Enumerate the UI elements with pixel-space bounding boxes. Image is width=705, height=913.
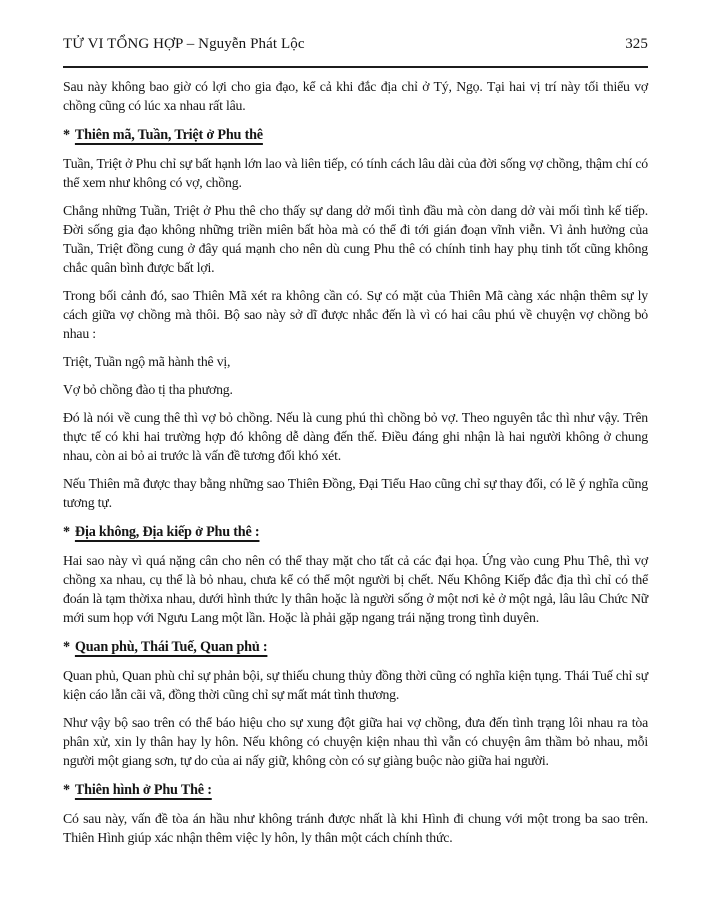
verse-line: Triệt, Tuần ngộ mã hành thê vị,: [63, 354, 231, 369]
book-title: TỬ VI TỔNG HỢP – Nguyễn Phát Lộc: [63, 36, 305, 52]
page-number: 325: [625, 36, 648, 52]
paragraph: Chẳng những Tuần, Triệt ở Phu thê cho thấy sự dang dở mối tình đầu mà còn dang dở vài mối tình kế tiếp. Đời sống gia đạo không những triền miên bất hòa mà có thể đi tới gián đoạn vĩnh viễn. Vì ảnh hưởng của Tuần, Triệt đồng cung ở đây quá mạnh cho nên dù cung Phu thê có chính tinh hay phụ tinh tốt cũng không chắc quân bình được bất lợi.: [63, 203, 648, 275]
paragraph: Hai sao này vì quá nặng cân cho nên có thể thay mặt cho tất cả các đại họa. Ứng vào cung Phu Thê, thì vợ chồng xa nhau, cụ thể là bỏ nhau, chưa kể có thể một người bị chết. Nếu Không Kiếp đắc địa thì chỉ có thể đoán là tạm thờixa nhau, dưới hình thức ly thân hoặc là người sống ở một nơi kẻ ở một ngả, lâu lâu Chức Nữ mới sum họp với Ngưu Lang một lần. Hoặc là phải gặp ngang trái nặng trong tình duyên.: [63, 553, 648, 625]
heading-marker: *: [63, 639, 70, 655]
section-heading-thien-hinh: [63, 781, 648, 800]
section-heading-thien-ma-tuan-triet: [63, 126, 648, 145]
heading-marker: *: [63, 524, 70, 540]
page-header: [63, 36, 648, 53]
page-body: [63, 77, 648, 847]
section-heading-quan-phu-thai-tue: [63, 638, 648, 657]
paragraph: Trong bối cảnh đó, sao Thiên Mã xét ra không cần có. Sự có mặt của Thiên Mã càng xác nhận thêm sự ly cách giữa vợ chồng mà thôi. Bộ sao này sở dĩ được nhắc đến là vì có hai câu phú về chuyện vợ chồng bỏ nhau :: [63, 288, 648, 341]
heading-text: Quan phù, Thái Tuế, Quan phủ :: [74, 639, 268, 655]
paragraph: Nếu Thiên mã được thay bằng những sao Thiên Đồng, Đại Tiểu Hao cũng chỉ sự thay đổi, có lẽ ý nghĩa cũng tương tự.: [63, 476, 648, 510]
section-heading-dia-khong-dia-kiep: [63, 523, 648, 542]
paragraph: Tuần, Triệt ở Phu chỉ sự bất hạnh lớn lao và liên tiếp, có tính cách lâu dài của đời sống vợ chồng, thậm chí có thể xem như không có vợ, chồng.: [63, 156, 648, 190]
header-divider: [63, 66, 648, 68]
heading-text: Địa không, Địa kiếp ở Phu thê :: [74, 524, 260, 540]
paragraph: Như vậy bộ sao trên có thể báo hiệu cho sự xung đột giữa hai vợ chồng, đưa đến tình trạng lôi nhau ra tòa phân xử, xin ly thân hay ly hôn. Nếu không có chuyện kiện nhau thì vẫn có chuyện âm thầm bỏ nhau, mỗi người một giang sơn, tự do của ai nấy giữ, không còn có sự giàng buộc nào giữa hai người.: [63, 715, 648, 768]
heading-text: Thiên hình ở Phu Thê :: [74, 782, 212, 798]
paragraph: Có sau này, vấn đề tòa án hầu như không tránh được nhất là khi Hình đi chung với một trong ba sao trên. Thiên Hình giúp xác nhận thêm việc ly hôn, ly thân một cách chính thức.: [63, 811, 648, 845]
paragraph: Sau này không bao giờ có lợi cho gia đạo, kể cả khi đắc địa chỉ ở Tý, Ngọ. Tại hai vị trí này tối thiểu vợ chồng cũng có lúc xa nhau rất lâu.: [63, 79, 648, 113]
verse-line: Vợ bỏ chồng đào tị tha phương.: [63, 382, 233, 397]
heading-marker: *: [63, 127, 70, 143]
heading-text: Thiên mã, Tuần, Triệt ở Phu thê: [74, 127, 263, 143]
paragraph: Quan phủ, Quan phù chỉ sự phản bội, sự thiếu chung thủy đồng thời cũng có nghĩa kiện tụng. Thái Tuế chỉ sự kiện cáo lẫn cãi vã, đồng thời cũng chỉ sự mất mát tình thương.: [63, 668, 648, 702]
paragraph: Đó là nói về cung thê thì vợ bỏ chồng. Nếu là cung phú thì chồng bỏ vợ. Theo nguyên tắc thì như vậy. Trên thực tế có khi hai trường hợp đó không dễ dàng đến thế. Điều đáng ghi nhận là hai người không ở chung nhau, còn ai bỏ ai trước là vấn đề tương đối khó xét.: [63, 410, 648, 463]
heading-marker: *: [63, 782, 70, 798]
